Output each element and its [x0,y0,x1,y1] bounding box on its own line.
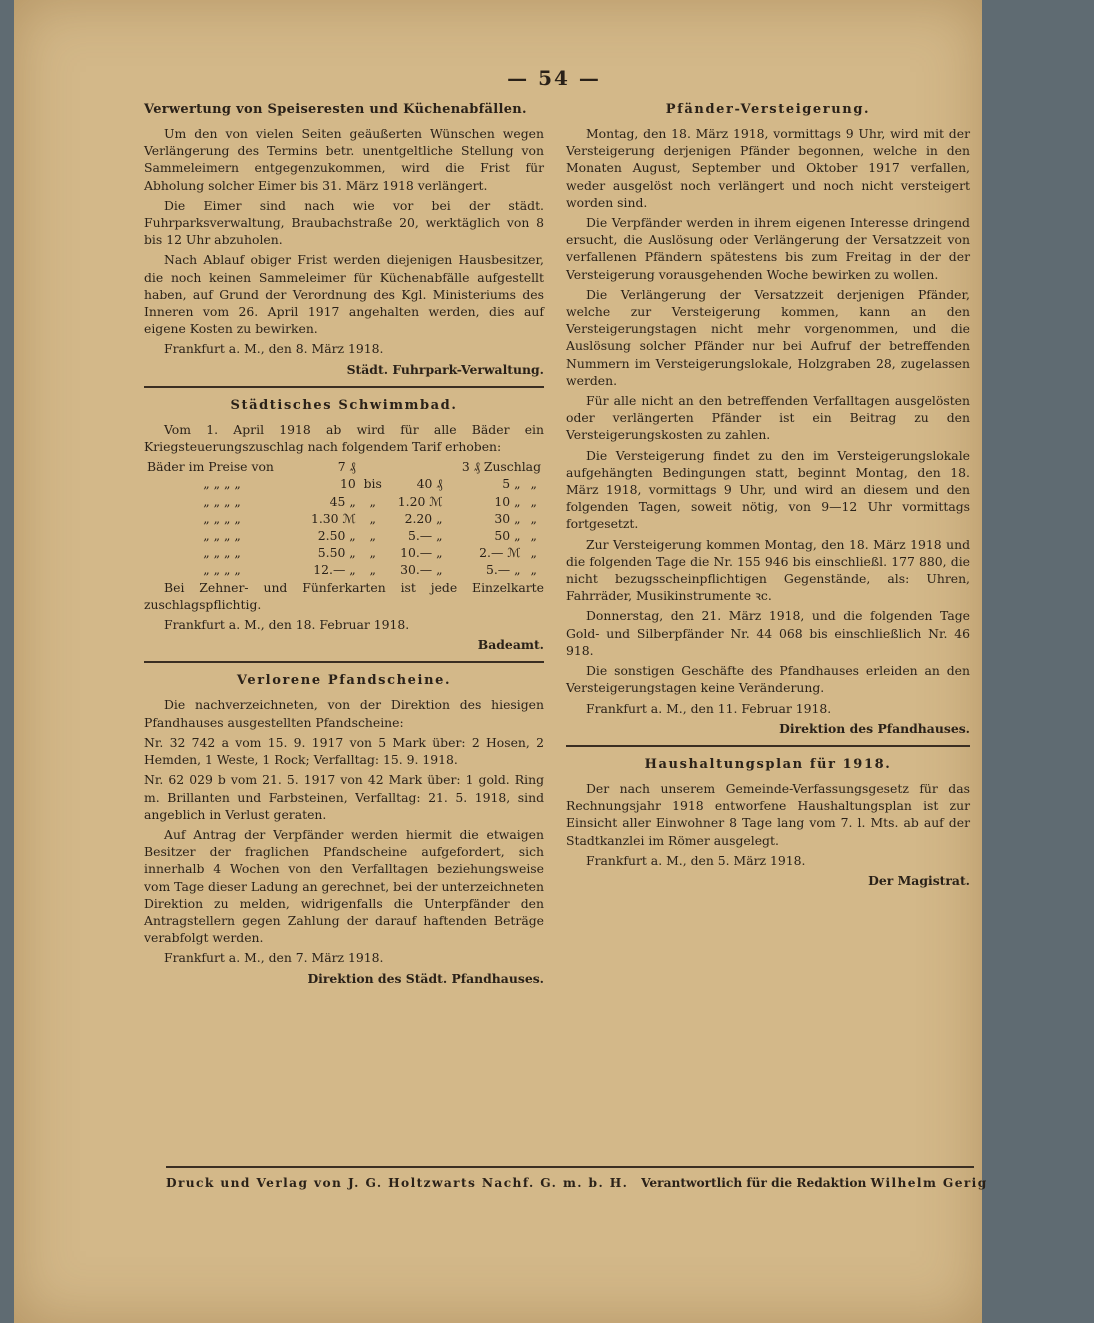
imprint-footer [166,1176,988,1190]
table-cell: 45 „ [329,493,356,509]
table-row [144,544,544,561]
paragraph: Nr. 32 742 a vom 15. 9. 1917 von 5 Mark über: 2 Hosen, 2 Hemden, 1 Weste, 1 Rock; Verfalltag: 15. 9. 1918. [144,734,544,768]
table-cell: Bäder im Preise von [147,459,274,475]
table-cell: „ „ „ „ [203,528,241,544]
notice-speisereste [144,102,544,378]
table-cell: „ [530,510,537,526]
notice-signature: Direktion des Pfandhauses. [779,720,970,736]
column-divider [144,386,544,388]
paragraph: Für alle nicht an den betreffenden Verfalltagen ausgelösten oder verlängerten Pfänder ist ein Beitrag zu den Versteigerungskosten zu zahlen. [566,393,970,443]
tariff-table [144,458,544,578]
table-cell: „ [530,562,537,578]
table-cell: bis [363,476,382,492]
table-row [144,475,544,492]
paragraph: Montag, den 18. März 1918, vormittags 9 Uhr, wird mit der Versteigerung derjenigen Pfänder begonnen, welche in den Monaten August, September und Oktober 1917 verfallen, weder ausgelöst noch verlängert und noch nicht versteigert worden sind. [566,126,970,210]
table-cell: 40 ₰ [416,476,443,492]
paragraph: Die nachverzeichneten, von der Direktion des hiesigen Pfandhauses ausgestellten Pfandscheine: [144,697,544,730]
footer-divider [166,1166,974,1168]
paragraph: Zur Versteigerung kommen Montag, den 18. März 1918 und die folgenden Tage die Nr. 155 946 bis einschließl. 177 880, die nicht bezugsscheinpflichtigen Gegenstände, als: Uhren, Fahrräder, Musikinstrumente ꝛc. [566,536,970,604]
table-cell: 1.30 ℳ [310,510,356,526]
table-row [144,510,544,527]
table-cell [387,458,446,475]
notice-signature: Der Magistrat. [868,872,970,888]
paragraph: Bei Zehner- und Fünferkarten ist jede Einzelkarte zuschlagspflichtig. [144,579,544,612]
notice-date: Frankfurt a. M., den 18. Februar 1918. [164,617,410,633]
table-cell: 5.— „ [407,528,443,544]
newspaper-page [14,0,988,1323]
table-cell: 2.— ℳ [479,545,521,561]
imprint-editor-name: Wilhelm Gerig [870,1176,988,1190]
paragraph: Die Verpfänder werden in ihrem eigenen Interesse dringend ersucht, die Auslösung oder Verlängerung der Versatzzeit von verfallenen Pfändern spätestens bis zum Freitag in der der Versteigerung vorausgehenden Woche bewirken zu wollen. [566,215,970,282]
notice-date: Frankfurt a. M., den 8. März 1918. [164,341,384,357]
table-cell [359,458,387,475]
notice-schwimmbad [144,398,544,654]
table-cell: „ [369,510,376,526]
notice-pfandscheine [144,673,544,986]
notice-title: Städtisches Schwimmbad. [230,397,458,413]
notice-date: Frankfurt a. M., den 7. März 1918. [164,950,384,966]
table-cell: „ [369,545,376,561]
table-cell: „ „ „ „ [203,545,241,561]
page-number: — 54 — [507,66,601,90]
paragraph: Die Eimer sind nach wie vor bei der städt. Fuhrparksverwaltung, Braubachstraße 20, werktäglich von 8 bis 12 Uhr abzuholen. [144,197,544,248]
table-cell: „ [530,476,537,492]
left-column [144,100,544,993]
table-cell: 10 [339,476,356,492]
table-cell: 12.— „ [313,562,356,578]
table-cell: „ [369,493,376,509]
table-cell: 5 „ [502,476,521,492]
column-divider [144,661,544,663]
table-cell: 1.20 ℳ [397,493,443,509]
notice-haushaltungsplan [566,757,970,889]
table-cell: „ „ „ „ [203,510,241,526]
table-row [144,527,544,544]
table-cell: 50 „ [494,528,521,544]
imprint-publisher: Druck und Verlag von J. G. Holtzwarts Nachf. G. m. b. H. [166,1176,629,1190]
paragraph: Die sonstigen Geschäfte des Pfandhauses erleiden an den Versteigerungstagen keine Veränderung. [566,663,970,696]
imprint-editor-prefix: Verantwortlich für die Redaktion [641,1176,867,1190]
paragraph: Nach Ablauf obiger Frist werden diejenigen Hausbesitzer, die noch keinen Sammeleimer für Küchenabfälle aufgestellt haben, auf Grund der Verordnung des Kgl. Ministeriums des Inneren vom 26. April 1917 angehalten werden, dies auf eigene Kosten zu bewirken. [144,252,544,337]
notice-title: Verlorene Pfandscheine. [236,673,452,689]
table-cell: 10.— „ [400,545,443,561]
paragraph: Die Verlängerung der Versatzzeit derjenigen Pfänder, welche zur Versteigerung kommen, kann an den Versteigerungstagen nicht mehr vorgenommen, und die Auslösung solcher Pfänder nur bei Aufruf der betreffenden Nummern im Versteigerungslokale, Holzgraben 28, zugelassen werden. [566,286,970,388]
paragraph: Donnerstag, den 21. März 1918, und die folgenden Tage Gold- und Silberpfänder Nr. 44 068 bis einschließlich Nr. 46 918. [566,608,970,658]
table-cell: 10 „ [494,493,521,509]
paragraph: Nr. 62 029 b vom 21. 5. 1917 von 42 Mark über: 1 gold. Ring m. Brillanten und Farbsteinen, Verfalltag: 21. 5. 1918, sind angeblich in Verlust geraten. [144,772,544,822]
table-cell: 5.— „ [485,562,521,578]
table-cell: „ [530,545,537,561]
table-cell: 3 ₰ Zuschlag [461,459,541,475]
right-column [566,100,970,895]
table-cell: „ [530,528,537,544]
notice-date: Frankfurt a. M., den 5. März 1918. [586,852,806,868]
table-cell: 5.50 „ [317,545,356,561]
notice-title: Pfänder-Versteigerung. [665,102,871,117]
table-cell: 2.20 „ [404,510,443,526]
table-cell: „ „ „ „ [203,476,241,492]
notice-date: Frankfurt a. M., den 11. Februar 1918. [586,700,832,716]
paragraph: Der nach unserem Gemeinde-Verfassungsgesetz für das Rechnungsjahr 1918 entworfene Haushaltungsplan ist zur Einsicht aller Einwohner 8 Tage lang vom 7. l. Mts. ab auf der Stadtkanzlei im Römer ausgelegt. [566,780,970,848]
paragraph: Um den von vielen Seiten geäußerten Wünschen wegen Verlängerung des Termins betr. unentgeltliche Stellung von Sammeleimern entgegenzukommen, wird die Frist für Abholung solcher Eimer bis 31. März 1918 verlängert. [144,126,544,193]
table-cell: „ „ „ „ [203,493,241,509]
paragraph: Die Versteigerung findet zu den im Versteigerungslokale aufgehängten Bedingungen statt, beginnt Montag, den 18. März 1918, vormittags 9 Uhr, und wird an diesem und den folgenden Tagen, soweit nötig, von 9—12 Uhr vormittags fortgesetzt. [566,447,970,532]
notice-signature: Städt. Fuhrpark-Verwaltung. [346,361,544,377]
table-cell: „ [369,562,376,578]
table-cell: 7 ₰ [337,459,356,475]
table-cell: 30.— „ [400,562,443,578]
notice-signature: Direktion des Städt. Pfandhauses. [307,970,544,986]
column-divider [566,745,970,747]
table-cell: „ [530,493,537,509]
table-row [144,493,544,510]
table-row [144,458,544,475]
notice-versteigerung [566,102,970,737]
notice-signature: Badeamt. [477,637,544,653]
table-cell: „ [369,528,376,544]
table-row [144,561,544,578]
notice-title: Verwertung von Speiseresten und Küchenabfällen. [144,102,527,117]
paragraph: Vom 1. April 1918 ab wird für alle Bäder ein Kriegsteuerungszuschlag nach folgendem Tarif erhoben: [144,421,544,455]
table-cell: „ „ „ „ [203,562,241,578]
table-cell: 30 „ [494,510,521,526]
notice-title: Haushaltungsplan für 1918. [644,756,892,772]
paragraph: Auf Antrag der Verpfänder werden hiermit die etwaigen Besitzer der fraglichen Pfandscheine aufgefordert, sich innerhalb 4 Wochen von den Verfalltagen beziehungsweise vom Tage dieser Ladung an gerechnet, bei der unterzeichneten Direktion zu melden, widrigenfalls die Unterpfänder den Antragstellern gegen Zahlung der darauf haftenden Beträge verabfolgt werden. [144,826,544,946]
table-cell: 2.50 „ [317,528,356,544]
